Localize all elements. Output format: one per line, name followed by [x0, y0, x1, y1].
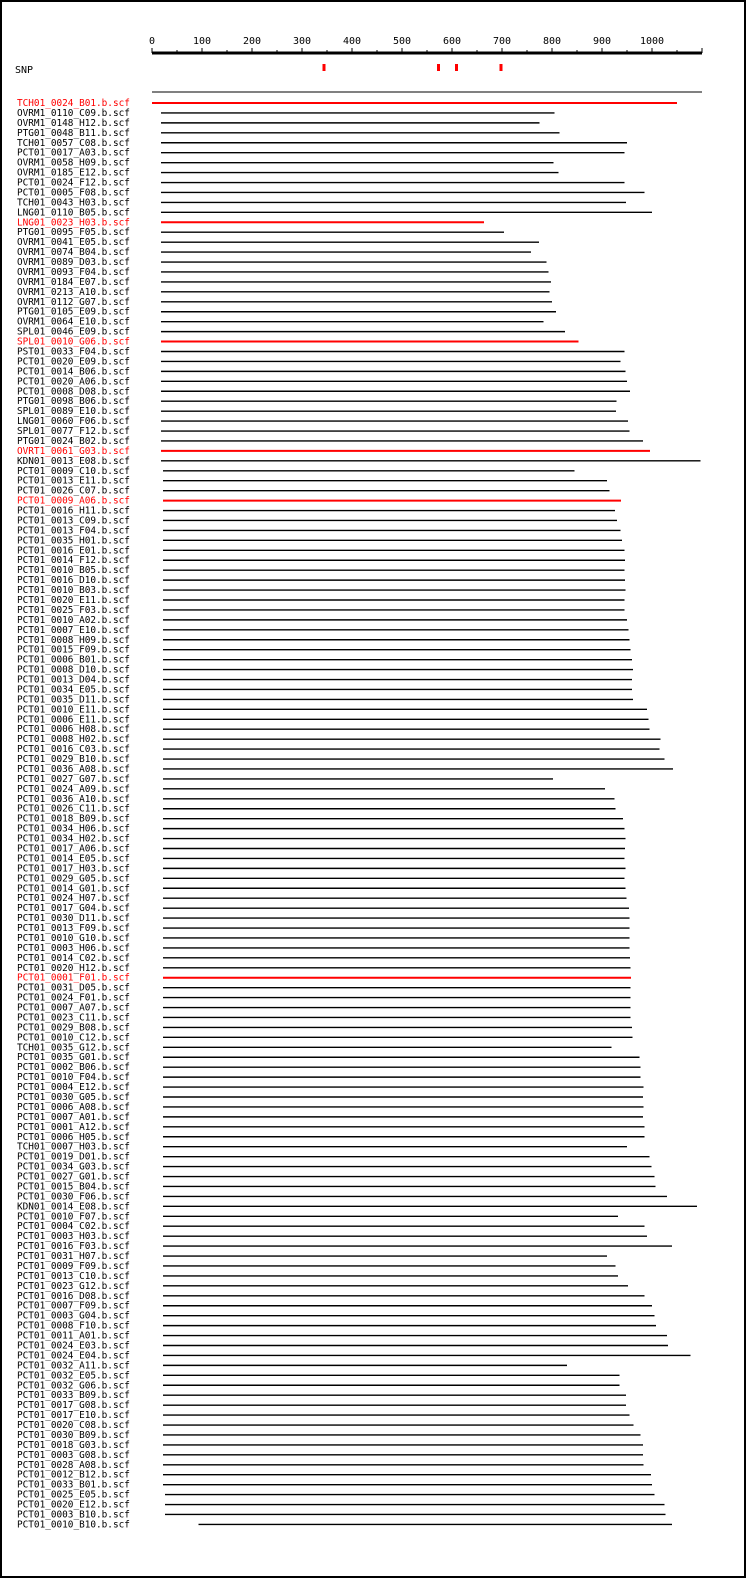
read-name-label[interactable]: PCT01_0003_H03.b.scf	[17, 1231, 130, 1243]
read-name-label[interactable]: PCT01_0006_B01.b.scf	[17, 654, 130, 666]
read-name-label[interactable]: PTG01_0098_B06.b.scf	[17, 396, 130, 408]
read-name-label[interactable]: PCT01_0006_H05.b.scf	[17, 1131, 130, 1143]
read-name-label[interactable]: PCT01_0025_E05.b.scf	[17, 1489, 130, 1501]
snp-marker	[323, 64, 326, 71]
read-name-label[interactable]: PCT01_0017_G08.b.scf	[17, 1400, 130, 1412]
read-name-label[interactable]: PCT01_0020_C08.b.scf	[17, 1420, 130, 1432]
read-name-label[interactable]: PCT01_0009_C10.b.scf	[17, 465, 130, 477]
read-name-label[interactable]: SPL01_0046_E09.b.scf	[17, 326, 130, 338]
read-name-label[interactable]: PCT01_0016_D10.b.scf	[17, 575, 130, 587]
read-name-label[interactable]: SPL01_0010_G06.b.scf	[17, 336, 130, 348]
read-name-label[interactable]: PCT01_0036_A10.b.scf	[17, 793, 130, 805]
read-name-label[interactable]: PCT01_0017_G04.b.scf	[17, 903, 130, 915]
read-name-label[interactable]: PCT01_0010_C12.b.scf	[17, 1032, 130, 1044]
read-alignment-diagram	[2, 2, 750, 1582]
snp-marker	[500, 64, 503, 71]
read-name-label[interactable]: PTG01_0048_B11.b.scf	[17, 127, 130, 139]
read-name-label[interactable]: PCT01_0008_D10.b.scf	[17, 664, 130, 676]
read-name-label[interactable]: PCT01_0001_F01.b.scf	[17, 972, 130, 984]
read-name-label[interactable]: PCT01_0013_D04.b.scf	[17, 674, 130, 686]
read-name-label[interactable]: OVRM1_0093_F04.b.scf	[17, 266, 130, 278]
read-name-label[interactable]: PCT01_0031_D05.b.scf	[17, 982, 130, 994]
read-name-label[interactable]: PCT01_0026_C11.b.scf	[17, 803, 130, 815]
read-name-label[interactable]: PCT01_0020_A06.b.scf	[17, 376, 130, 388]
read-name-label[interactable]: PCT01_0013_F04.b.scf	[17, 525, 130, 537]
axis-tick-label: 0	[148, 36, 156, 47]
read-name-label[interactable]: OVRM1_0185_E12.b.scf	[17, 167, 130, 179]
axis-tick-label: 800	[542, 36, 562, 47]
read-name-label[interactable]: PCT01_0027_G01.b.scf	[17, 1171, 130, 1183]
read-name-label[interactable]: PCT01_0024_E03.b.scf	[17, 1340, 130, 1352]
read-name-label[interactable]: PCT01_0023_G12.b.scf	[17, 1280, 130, 1292]
read-name-label[interactable]: PCT01_0020_E11.b.scf	[17, 595, 130, 606]
read-name-label[interactable]: PCT01_0025_F03.b.scf	[17, 604, 130, 616]
read-name-label[interactable]: PCT01_0017_E10.b.scf	[17, 1410, 130, 1422]
read-name-label[interactable]: SPL01_0089_E10.b.scf	[17, 406, 130, 418]
axis-tick-label: 1000	[639, 36, 665, 47]
read-name-label[interactable]: PCT01_0016_C03.b.scf	[17, 744, 130, 756]
read-name-label[interactable]: PCT01_0031_H07.b.scf	[17, 1251, 130, 1263]
read-row	[17, 1519, 672, 1530]
read-name-label[interactable]: PCT01_0006_E11.b.scf	[17, 714, 130, 726]
read-name-label[interactable]: OVRM1_0041_E05.b.scf	[17, 237, 130, 249]
read-name-label[interactable]: OVRM1_0074_B04.b.scf	[17, 247, 130, 259]
read-name-label[interactable]: TCH01_0024_B01.b.scf	[17, 98, 130, 109]
read-name-label[interactable]: PCT01_0035_G01.b.scf	[17, 1052, 130, 1064]
read-name-label[interactable]: PCT01_0007_A07.b.scf	[17, 1002, 130, 1014]
read-name-label[interactable]: PCT01_0012_B12.b.scf	[17, 1469, 130, 1481]
read-name-label[interactable]: PCT01_0024_F01.b.scf	[17, 992, 130, 1004]
read-name-label[interactable]: PCT01_0016_H11.b.scf	[17, 505, 130, 517]
read-name-label[interactable]: PCT01_0003_G08.b.scf	[17, 1449, 130, 1461]
read-name-label[interactable]: PCT01_0013_C09.b.scf	[17, 515, 130, 527]
read-name-label[interactable]: PCT01_0011_A01.b.scf	[17, 1330, 130, 1342]
read-name-label[interactable]: TCH01_0035_G12.b.scf	[17, 1042, 130, 1054]
read-name-label[interactable]: PCT01_0029_B08.b.scf	[17, 1022, 130, 1034]
read-name-label[interactable]: PCT01_0013_F09.b.scf	[17, 923, 130, 935]
read-name-label[interactable]: PCT01_0010_B03.b.scf	[17, 585, 130, 597]
read-name-label[interactable]: PCT01_0015_B04.b.scf	[17, 1181, 130, 1193]
snp-marker	[437, 64, 440, 71]
read-name-label[interactable]: PCT01_0034_H06.b.scf	[17, 823, 130, 835]
read-name-label[interactable]: PCT01_0027_G07.b.scf	[17, 773, 130, 785]
read-name-label[interactable]: PCT01_0003_G04.b.scf	[17, 1310, 130, 1322]
read-name-label[interactable]: PCT01_0024_A09.b.scf	[17, 783, 130, 795]
read-name-label[interactable]: PCT01_0018_G03.b.scf	[17, 1439, 130, 1451]
read-name-label[interactable]: PCT01_0014_E05.b.scf	[17, 853, 130, 865]
read-name-label[interactable]: PCT01_0006_H08.b.scf	[17, 724, 130, 736]
read-name-label[interactable]: PCT01_0010_A02.b.scf	[17, 614, 130, 626]
read-name-label[interactable]: PCT01_0014_F12.b.scf	[17, 555, 130, 567]
read-name-label[interactable]: OVRM1_0148_H12.b.scf	[17, 117, 130, 129]
read-name-label[interactable]: SPL01_0077_F12.b.scf	[17, 426, 130, 438]
read-name-label[interactable]: PCT01_0024_F12.b.scf	[17, 177, 130, 189]
read-name-label[interactable]: PCT01_0020_H12.b.scf	[17, 962, 130, 974]
read-name-label[interactable]: PCT01_0030_D11.b.scf	[17, 913, 130, 925]
read-name-label[interactable]: TCH01_0043_H03.b.scf	[17, 197, 130, 209]
read-name-label[interactable]: OVRM1_0058_H09.b.scf	[17, 157, 130, 169]
position-axis	[149, 36, 702, 53]
read-name-label[interactable]: PCT01_0014_B06.b.scf	[17, 366, 130, 378]
read-name-label[interactable]: PCT01_0015_F09.b.scf	[17, 644, 130, 656]
read-name-label[interactable]: PTG01_0024_B02.b.scf	[17, 435, 130, 447]
read-name-label[interactable]: PCT01_0006_A08.b.scf	[17, 1101, 130, 1113]
read-name-label[interactable]: PCT01_0024_H07.b.scf	[17, 893, 130, 905]
read-name-label[interactable]: PCT01_0005_F08.b.scf	[17, 187, 130, 199]
read-name-label[interactable]: PCT01_0008_D08.b.scf	[17, 386, 130, 398]
read-name-label[interactable]: PCT01_0020_E12.b.scf	[17, 1499, 130, 1511]
read-name-label[interactable]: PCT01_0004_E12.b.scf	[17, 1082, 130, 1094]
read-name-label[interactable]: PCT01_0007_E10.b.scf	[17, 624, 130, 636]
read-name-label[interactable]: PCT01_0019_D01.b.scf	[17, 1151, 130, 1163]
read-name-label[interactable]: PCT01_0002_B06.b.scf	[17, 1062, 130, 1074]
read-name-label[interactable]: PCT01_0018_B09.b.scf	[17, 813, 130, 825]
read-name-label[interactable]: PCT01_0008_H09.b.scf	[17, 634, 130, 646]
read-name-label[interactable]: PCT01_0016_F03.b.scf	[17, 1241, 130, 1253]
read-name-label[interactable]: TCH01_0057_C08.b.scf	[17, 137, 130, 149]
read-name-label[interactable]: PCT01_0033_B09.b.scf	[17, 1390, 130, 1402]
read-name-label[interactable]: PCT01_0003_H06.b.scf	[17, 942, 130, 954]
read-name-label[interactable]: PST01_0033_F04.b.scf	[17, 346, 130, 358]
axis-tick-label: 600	[442, 36, 462, 47]
snp-track-label: SNP	[15, 65, 34, 76]
read-name-label[interactable]: TCH01_0007_H03.b.scf	[17, 1141, 130, 1153]
read-name-label[interactable]: OVRM1_0089_D03.b.scf	[17, 257, 130, 269]
read-name-label[interactable]: PCT01_0024_E04.b.scf	[17, 1350, 130, 1362]
read-name-label[interactable]: OVRM1_0064_E10.b.scf	[17, 316, 130, 328]
read-name-label[interactable]: PCT01_0010_G10.b.scf	[17, 932, 130, 944]
read-name-label[interactable]: PCT01_0032_G06.b.scf	[17, 1380, 130, 1392]
read-name-label[interactable]: PCT01_0010_B10.b.scf	[17, 1519, 130, 1531]
read-name-label[interactable]: PCT01_0017_A06.b.scf	[17, 843, 130, 855]
read-name-label[interactable]: LNG01_0110_B05.b.scf	[17, 207, 130, 219]
axis-tick-label: 100	[192, 36, 212, 47]
read-name-label[interactable]: PTG01_0105_E09.b.scf	[17, 306, 130, 318]
read-name-label[interactable]: PCT01_0032_A11.b.scf	[17, 1360, 130, 1372]
read-name-label[interactable]: PCT01_0007_A01.b.scf	[17, 1111, 130, 1123]
read-name-label[interactable]: OVRM1_0213_A10.b.scf	[17, 286, 130, 298]
read-name-label[interactable]: PCT01_0028_A08.b.scf	[17, 1459, 130, 1471]
read-name-label[interactable]: OVRM1_0184_E07.b.scf	[17, 276, 130, 288]
axis-tick-label: 300	[292, 36, 312, 47]
read-name-label[interactable]: LNG01_0023_H03.b.scf	[17, 217, 130, 229]
read-name-label[interactable]: PCT01_0009_F09.b.scf	[17, 1260, 130, 1272]
read-name-label[interactable]: PCT01_0016_D08.b.scf	[17, 1290, 130, 1302]
read-name-label[interactable]: PCT01_0017_H03.b.scf	[17, 863, 130, 875]
reads-list	[17, 98, 701, 1530]
read-name-label[interactable]: PCT01_0010_E11.b.scf	[17, 704, 130, 716]
read-name-label[interactable]: PCT01_0036_A08.b.scf	[17, 763, 130, 775]
read-name-label[interactable]: PCT01_0013_C10.b.scf	[17, 1270, 130, 1282]
read-name-label[interactable]: PCT01_0007_F09.b.scf	[17, 1300, 130, 1312]
read-name-label[interactable]: PCT01_0035_D11.b.scf	[17, 694, 130, 706]
read-name-label[interactable]: PCT01_0003_B10.b.scf	[17, 1509, 130, 1521]
read-name-label[interactable]: KDN01_0013_E08.b.scf	[17, 455, 130, 467]
read-name-label[interactable]: PCT01_0010_F04.b.scf	[17, 1072, 130, 1084]
read-name-label[interactable]: PCT01_0030_F06.b.scf	[17, 1191, 130, 1203]
read-name-label[interactable]: PCT01_0030_G05.b.scf	[17, 1092, 130, 1103]
read-name-label[interactable]: PCT01_0008_F10.b.scf	[17, 1320, 130, 1332]
axis-tick-label: 200	[242, 36, 262, 47]
read-name-label[interactable]: PCT01_0010_B05.b.scf	[17, 565, 130, 577]
axis-tick-label: 500	[392, 36, 412, 47]
read-name-label[interactable]: LNG01_0060_F06.b.scf	[17, 416, 130, 428]
axis-tick-label: 700	[492, 36, 512, 47]
read-name-label[interactable]: PCT01_0030_B09.b.scf	[17, 1429, 130, 1441]
read-name-label[interactable]: PCT01_0034_E05.b.scf	[17, 684, 130, 696]
read-name-label[interactable]: PCT01_0009_A06.b.scf	[17, 495, 130, 507]
read-name-label[interactable]: PCT01_0032_E05.b.scf	[17, 1370, 130, 1382]
read-name-label[interactable]: PCT01_0001_A12.b.scf	[17, 1121, 130, 1133]
read-name-label[interactable]: PCT01_0004_C02.b.scf	[17, 1221, 130, 1233]
read-name-label[interactable]: PCT01_0014_C02.b.scf	[17, 952, 130, 964]
read-name-label[interactable]: PCT01_0008_H02.b.scf	[17, 734, 130, 746]
read-name-label[interactable]: PCT01_0013_E11.b.scf	[17, 475, 130, 487]
snp-track	[323, 64, 503, 71]
snp-marker	[455, 64, 458, 71]
axis-tick-label: 400	[342, 36, 362, 47]
read-name-label[interactable]: PCT01_0014_G01.b.scf	[17, 883, 130, 895]
read-name-label[interactable]: PCT01_0010_F07.b.scf	[17, 1211, 130, 1223]
read-name-label[interactable]: PCT01_0023_C11.b.scf	[17, 1012, 130, 1024]
axis-tick-label: 900	[592, 36, 612, 47]
read-name-label[interactable]: PCT01_0017_A03.b.scf	[17, 147, 130, 159]
read-name-label[interactable]: PCT01_0034_H02.b.scf	[17, 833, 130, 845]
read-name-label[interactable]: PCT01_0035_H01.b.scf	[17, 535, 130, 547]
read-name-label[interactable]: OVRT1_0061_G03.b.scf	[17, 445, 130, 457]
read-name-label[interactable]: OVRM1_0112_G07.b.scf	[17, 296, 130, 308]
read-name-label[interactable]: PCT01_0029_G05.b.scf	[17, 873, 130, 885]
read-name-label[interactable]: PCT01_0033_B01.b.scf	[17, 1479, 130, 1491]
read-name-label[interactable]: PCT01_0029_B10.b.scf	[17, 754, 130, 766]
read-name-label[interactable]: PCT01_0016_E01.b.scf	[17, 545, 130, 557]
read-name-label[interactable]: KDN01_0014_E08.b.scf	[17, 1201, 130, 1213]
read-name-label[interactable]: PCT01_0020_E09.b.scf	[17, 356, 130, 368]
read-name-label[interactable]: PTG01_0095_F05.b.scf	[17, 227, 130, 239]
read-name-label[interactable]: OVRM1_0110_C09.b.scf	[17, 107, 130, 119]
read-name-label[interactable]: PCT01_0034_G03.b.scf	[17, 1161, 130, 1173]
read-name-label[interactable]: PCT01_0026_C07.b.scf	[17, 485, 130, 497]
